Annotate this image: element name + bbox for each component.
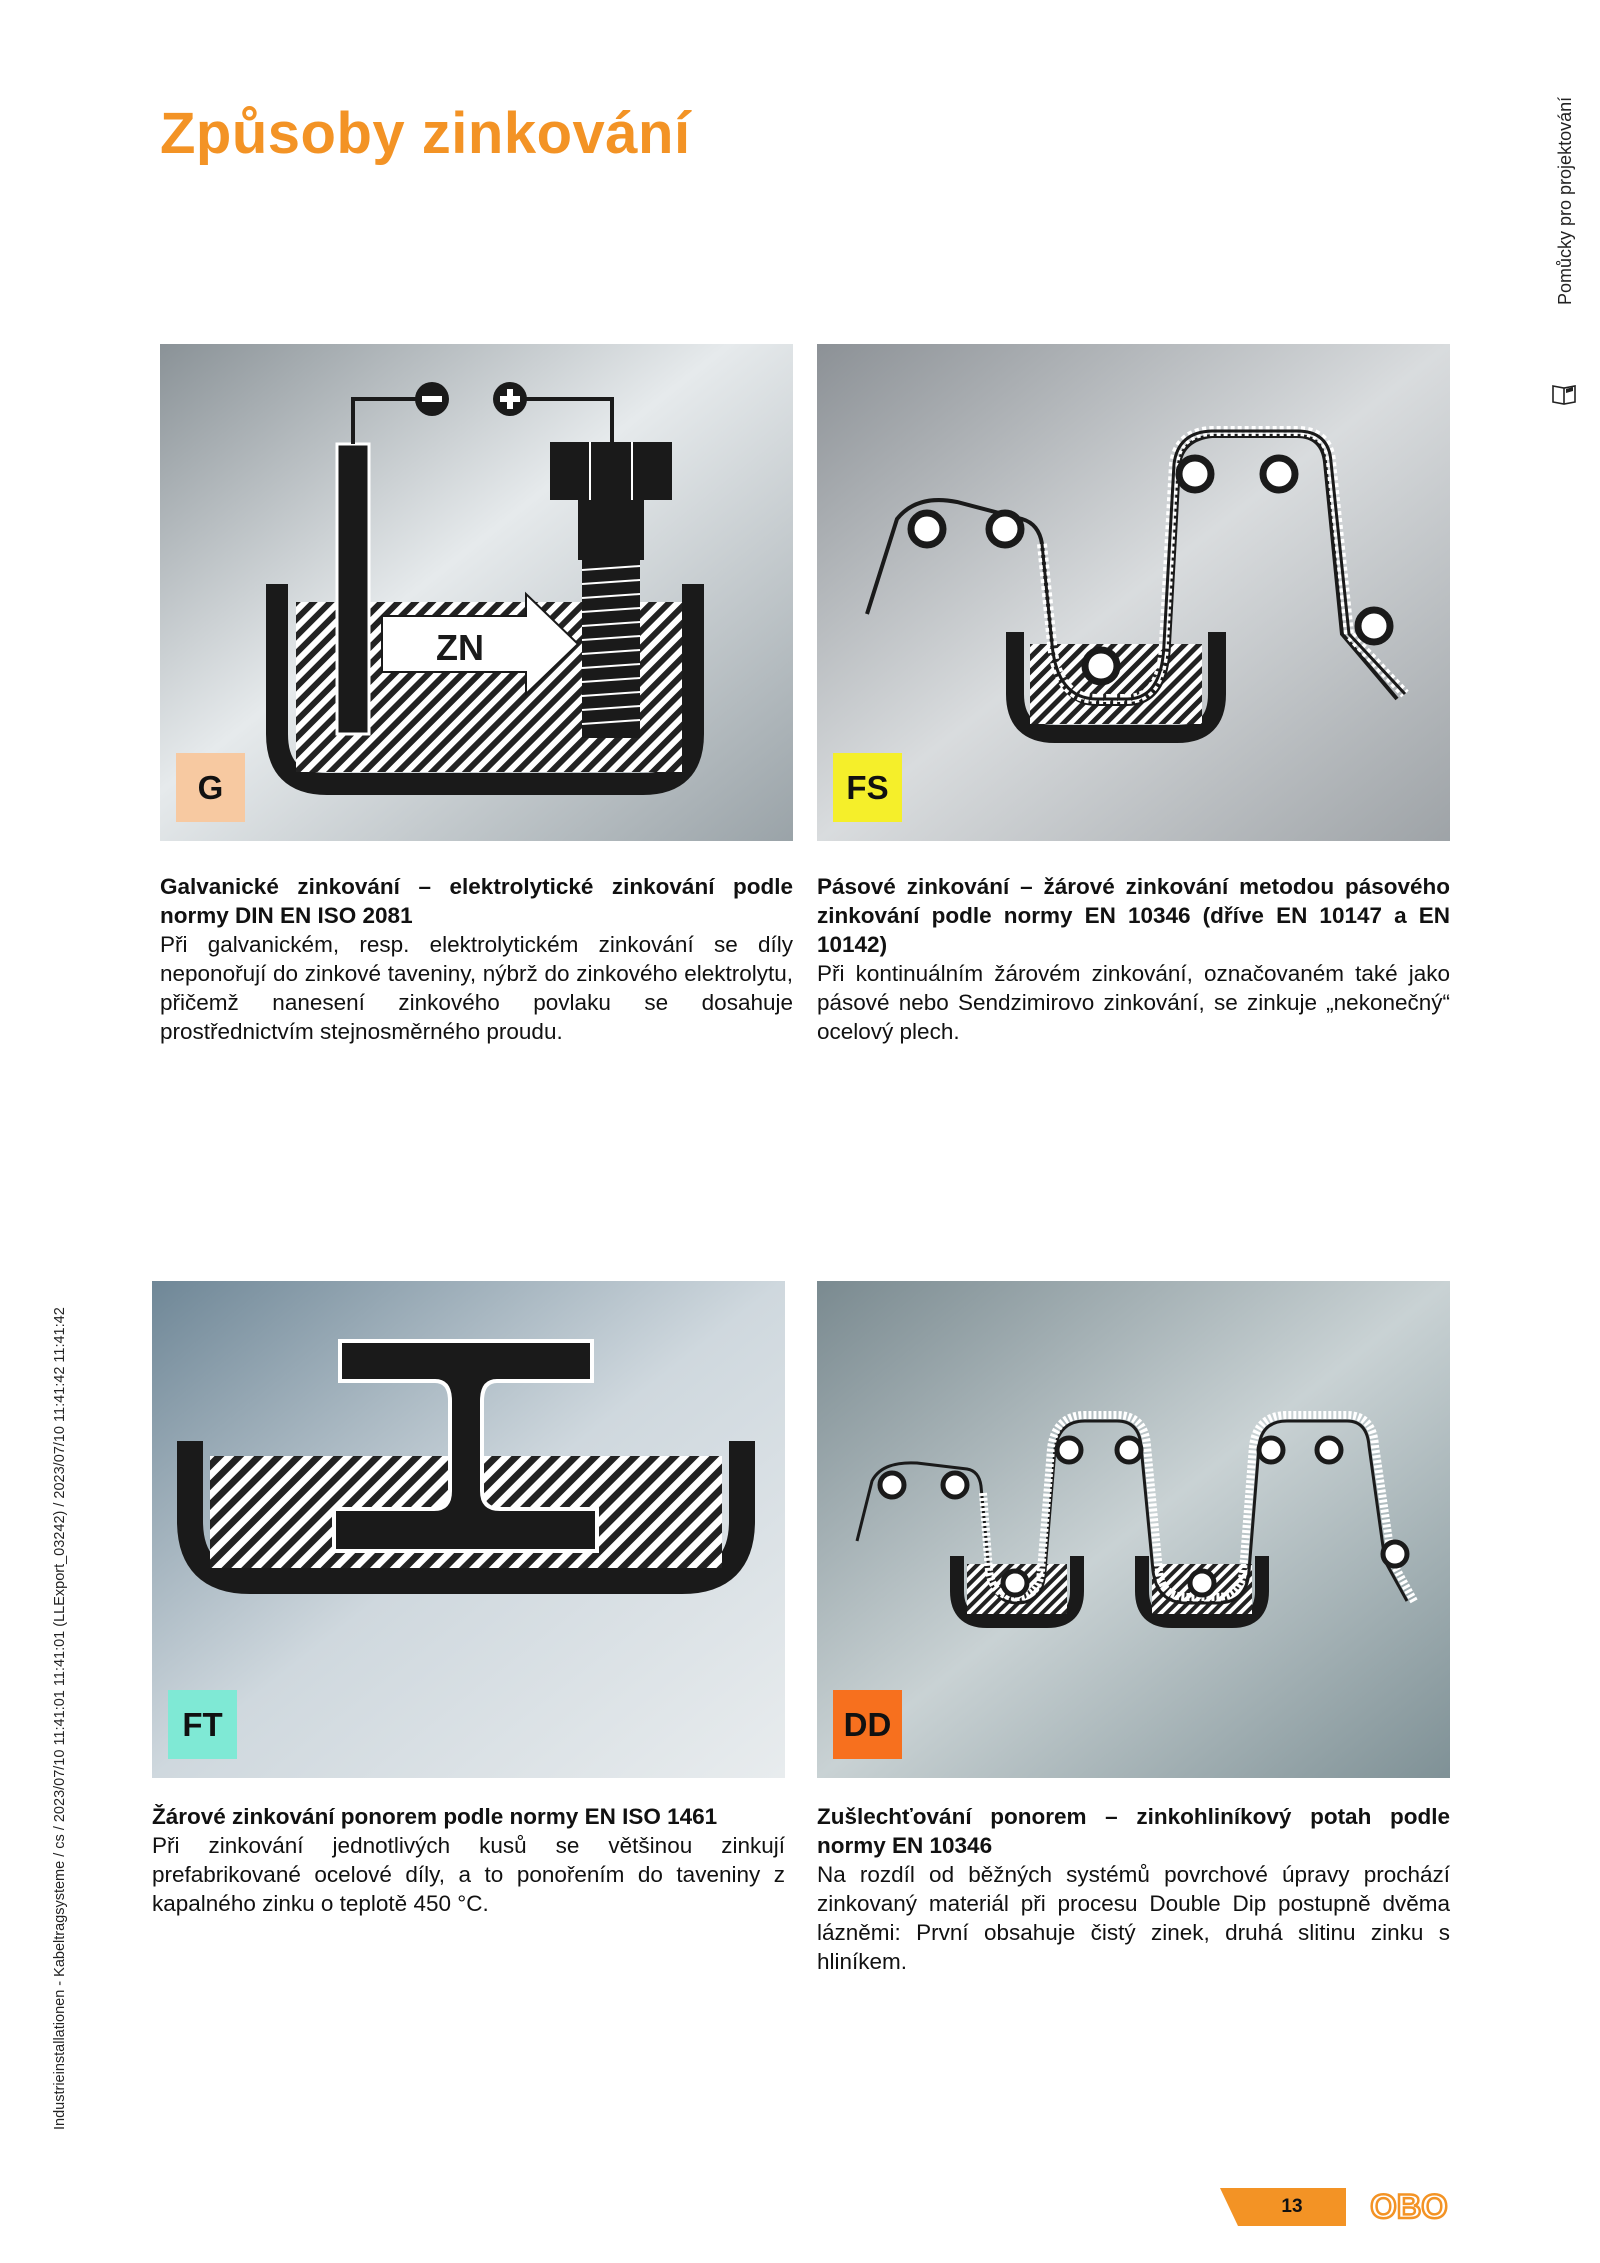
figure-hot-dip — [152, 1281, 785, 1778]
method-badge-dd: DD — [833, 1690, 902, 1759]
figure-strip — [817, 344, 1450, 841]
method-title: Galvanické zinkování – elektrolytické zinkování podle normy DIN EN ISO 2081 — [160, 874, 793, 928]
caption-strip — [817, 872, 1450, 1046]
method-description: Při galvanickém, resp. elektrolytickém zinkování se díly neponořují do zinkové taveniny, nýbrž do zinkového elektrolytu, přičemž nanesení zinkového povlaku se dosahuje prostřednictvím stejnosměrného proudu. — [160, 932, 793, 1044]
method-title: Zušlechťování ponorem – zinkohliníkový potah podle normy EN 10346 — [817, 1804, 1450, 1858]
caption-galvanic — [160, 872, 793, 1046]
obo-logo — [1364, 2186, 1454, 2226]
section-label: Pomůcky pro projektování — [1555, 96, 1575, 305]
caption-double-dip — [817, 1802, 1450, 1976]
method-description: Při kontinuálním žárovém zinkování, označovaném také jako pásové nebo Sendzimirovo zinkování, se zinkuje „nekonečný“ ocelový plech. — [817, 961, 1450, 1044]
page-title: Způsoby zinkování — [160, 101, 691, 166]
method-badge-g: G — [176, 753, 245, 822]
svg-text:OBO: OBO — [1370, 2188, 1448, 2226]
method-badge-fs: FS — [833, 753, 902, 822]
page-number: 13 — [1281, 2196, 1303, 2217]
method-title: Žárové zinkování ponorem podle normy EN ISO 1461 — [152, 1804, 718, 1829]
caption-hot-dip — [152, 1802, 785, 1918]
figure-double-dip — [817, 1281, 1450, 1778]
zinc-arrow-label: ZN — [436, 627, 484, 668]
method-title: Pásové zinkování – žárové zinkování metodou pásového zinkování podle normy EN 10346 (dříve EN 10147 a EN 10142) — [817, 874, 1450, 957]
method-description: Na rozdíl od běžných systémů povrchové úpravy prochází zinkovaný materiál při procesu Double Dip postupně dvěma lázněmi: První obsahuje čistý zinek, druhá slitinu zinku s hliníkem. — [817, 1862, 1450, 1974]
figure-galvanic — [160, 344, 793, 841]
method-badge-ft: FT — [168, 1690, 237, 1759]
method-description: Při zinkování jednotlivých kusů se většinou zinkují prefabrikované ocelové díly, a to ponořením do taveniny z kapalného zinku o teplotě 450 °C. — [152, 1833, 785, 1916]
book-icon — [1550, 382, 1578, 406]
document-meta: Industrieinstallationen - Kabeltragsysteme / cs / 2023/07/10 11:41:01 11:41:01 (LLExport_03242) / 2023/07/10 11:41:42 11:41:42 — [52, 1307, 68, 2130]
